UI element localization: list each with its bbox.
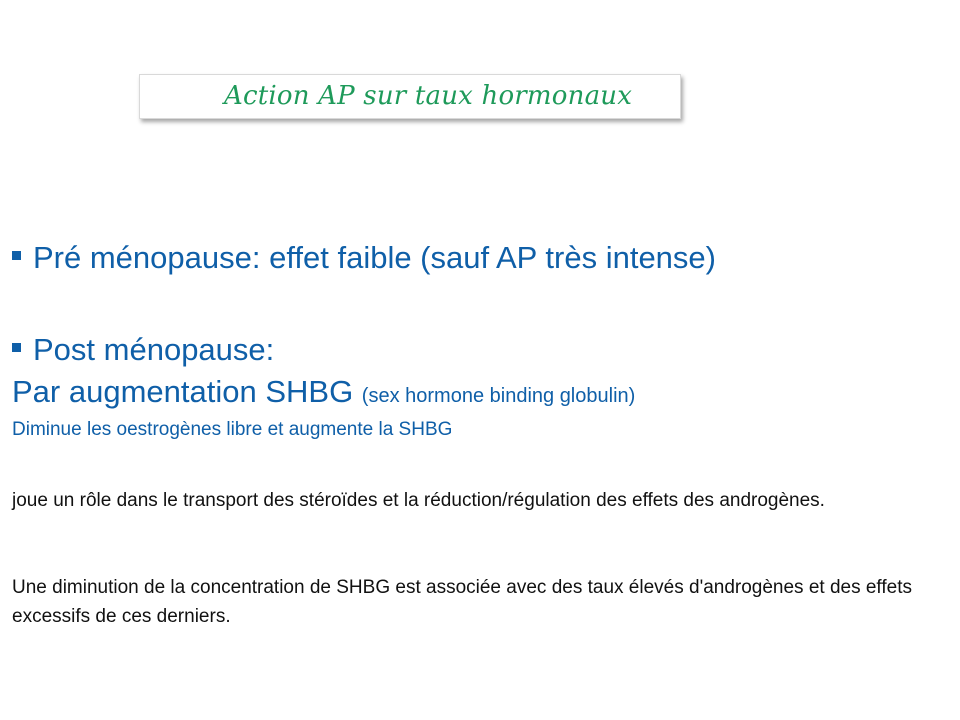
shbg-definition: (sex hormone binding globulin) — [361, 385, 636, 407]
paragraph-role: joue un rôle dans le transport des stéroïdes et la réduction/régulation des effets des androgènes. — [12, 490, 825, 511]
slide-title-box — [139, 74, 681, 119]
square-bullet-icon — [12, 343, 21, 352]
bullet-post-menopause — [12, 332, 274, 368]
slide-title: Action AP sur taux hormonaux — [224, 81, 633, 111]
bullet-pre-menopause-text: Pré ménopause: effet faible (sauf AP très intense) — [33, 240, 716, 275]
par-augmentation-line — [12, 374, 635, 410]
par-augmentation-text: Par augmentation SHBG — [12, 374, 362, 409]
diminue-line: Diminue les oestrogènes libre et augmente la SHBG — [12, 419, 453, 440]
bullet-pre-menopause — [12, 240, 716, 276]
paragraph-diminution: Une diminution de la concentration de SHBG est associée avec des taux élevés d'androgènes et des effets excessifs de ces derniers. — [12, 577, 912, 627]
bullet-post-menopause-text: Post ménopause: — [33, 332, 275, 367]
square-bullet-icon — [12, 251, 21, 260]
